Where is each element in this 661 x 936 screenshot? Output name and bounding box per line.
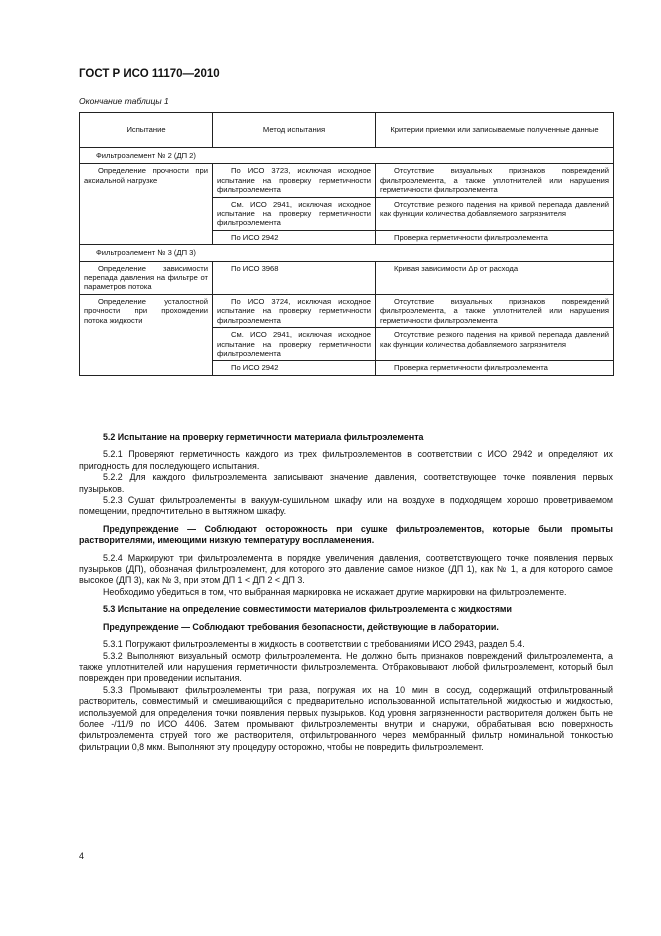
- table-row: [80, 164, 614, 197]
- paragraph-5-3-1: 5.3.1 Погружают фильтроэлементы в жидкость в соответствии с требованиями ИСО 2943, раздел 5.4.: [103, 639, 525, 650]
- paragraph-5-2-3: 5.2.3 Сушат фильтроэлементы в вакуум-сушильном шкафу или на воздухе в подходящем хорошо проветриваемом помещении, предпочтительно в вытяжном шкафу.: [79, 495, 613, 517]
- table-row: [80, 261, 614, 294]
- criteria-cell: Отсутствие резкого падения на кривой перепада давлений как функции количества добавляемого загрязнителя: [376, 328, 614, 361]
- column-header-criteria: Критерии приемки или записываемые полученные данные: [376, 113, 614, 148]
- group-title: Фильтроэлемент № 2 (ДП 2): [80, 148, 614, 164]
- paragraph-5-2-1: 5.2.1 Проверяют герметичность каждого из трех фильтроэлементов в соответствии с ИСО 2942 и определяют их пригодность для последующего испытания.: [79, 449, 613, 471]
- warning-lab-safety: Предупреждение — Соблюдают требования безопасности, действующие в лаборатории.: [103, 621, 499, 632]
- paragraph-5-2-4-note: Необходимо убедиться в том, что выбранная маркировка не искажает другие маркировки на фильтроэлементе.: [103, 586, 567, 597]
- table-caption: Окончание таблицы 1: [79, 96, 169, 106]
- table-header-row: [80, 113, 614, 148]
- document-header: ГОСТ Р ИСО 11170—2010: [79, 68, 220, 80]
- criteria-cell: Отсутствие визуальных признаков повреждений фильтроэлемента, а также уплотнителей или нарушения герметичности фильтроэлемента: [376, 294, 614, 327]
- method-cell: См. ИСО 2941, исключая исходное испытание на проверку герметичности фильтроэлемента: [213, 197, 376, 230]
- section-heading-5-3: 5.3 Испытание на определение совместимости материалов фильтроэлемента с жидкостями: [103, 604, 512, 615]
- criteria-cell: Отсутствие резкого падения на кривой перепада давлений как функции количества добавляемого загрязнителя: [376, 197, 614, 230]
- method-cell: По ИСО 3723, исключая исходное испытание на проверку герметичности фильтроэлемента: [213, 164, 376, 197]
- paragraph-5-2-4: 5.2.4 Маркируют три фильтроэлемента в порядке увеличения давления, соответствующего точке появления первых пузырьков (ДП), обозначая фильтроэлемент, для которого это давление самое низкое (ДП 1), как № 1, а для которого самое высокое (ДП 3), как № 3, при этом ДП 1 < ДП 2 < ДП 3.: [79, 552, 613, 586]
- method-cell: См. ИСО 2941, исключая исходное испытание на проверку герметичности фильтроэлемента: [213, 328, 376, 361]
- document-body: [79, 432, 613, 753]
- group-row: [80, 245, 614, 261]
- test-cell: Определение усталостной прочности при прохождении потока жидкости: [80, 294, 213, 375]
- column-header-test: Испытание: [80, 113, 213, 148]
- column-header-method: Метод испытания: [213, 113, 376, 148]
- paragraph-5-2-2: 5.2.2 Для каждого фильтроэлемента записывают значение давления, соответствующее точке появления первых пузырьков.: [79, 472, 613, 494]
- section-heading-5-2: 5.2 Испытание на проверку герметичности материала фильтроэлемента: [103, 432, 424, 442]
- test-table: [79, 112, 614, 376]
- warning-drying: Предупреждение — Соблюдают осторожность при сушке фильтроэлементов, которые были промыты растворителями, имеющими низкую температуру воспламенения.: [79, 523, 613, 546]
- group-title: Фильтроэлемент № 3 (ДП 3): [80, 245, 614, 261]
- method-cell: По ИСО 3968: [213, 261, 376, 294]
- test-cell: Определение зависимости перепада давления на фильтре от параметров потока: [80, 261, 213, 294]
- page-number: 4: [79, 851, 84, 861]
- table-row: [80, 294, 614, 327]
- criteria-cell: Отсутствие визуальных признаков повреждений фильтроэлемента, а также уплотнителей или нарушения герметичности фильтроэлемента: [376, 164, 614, 197]
- method-cell: По ИСО 2942: [213, 230, 376, 244]
- criteria-cell: Проверка герметичности фильтроэлемента: [376, 361, 614, 375]
- method-cell: По ИСО 2942: [213, 361, 376, 375]
- paragraph-5-3-3: 5.3.3 Промывают фильтроэлементы три раза, погружая их на 10 мин в сосуд, содержащий отфильтрованный растворитель, совместимый и смешивающийся с предварительно использованной испытательной жидкостью и жидкостью, используемой для определения точки появления первых пузырьков. Код уровня загрязненности растворителя должен быть не более -/11/9 по ИСО 4406. Затем промывают фильтроэлементы внутри и снаружи, обрабатывая всю поверхность фильтроэлемента струей того же растворителя, отфильтрованного через мембранный фильтр номинальной тонкостью фильтрации 0,8 мкм. Выполняют эту процедуру осторожно, чтобы не повредить фильтроэлемент.: [79, 684, 613, 752]
- method-cell: По ИСО 3724, исключая исходное испытание на проверку герметичности фильтроэлемента: [213, 294, 376, 327]
- paragraph-5-3-2: 5.3.2 Выполняют визуальный осмотр фильтроэлемента. Не должно быть признаков повреждений фильтроэлемента, а также уплотнителей или нарушения герметичности фильтроэлемента. Отбраковывают любой фильтроэлемент, который был поврежден при проведении испытания.: [79, 650, 613, 684]
- group-row: [80, 148, 614, 164]
- criteria-cell: Кривая зависимости Δp от расхода: [376, 261, 614, 294]
- criteria-cell: Проверка герметичности фильтроэлемента: [376, 230, 614, 244]
- test-cell: Определение прочности при аксиальной нагрузке: [80, 164, 213, 245]
